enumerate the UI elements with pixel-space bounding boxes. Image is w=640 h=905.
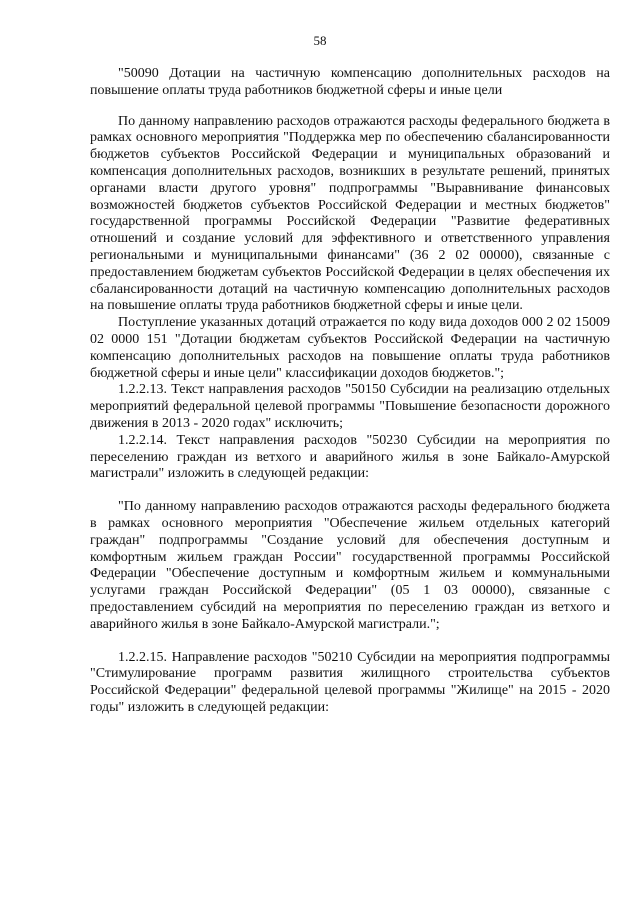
document-body xyxy=(90,66,610,717)
paragraph-50090-description: По данному направлению расходов отражаются расходы федерального бюджета в рамках основного мероприятия "Поддержка мер по обеспечению сбалансированности бюджетов субъектов Российской Федерации и муниципальных образований и компенсация дополнительных расходов, возникших в результате решений, принятых органами власти другого уровня" подпрограммы "Выравнивание финансовых возможностей бюджетов субъектов Российской Федерации и местных бюджетов" государственной программы Российской Федерации "Развитие федеративных отношений и создание условий для эффективного и ответственного управления региональными и муниципальными финансами" (36 2 02 00000), связанные с предоставлением бюджетам субъектов Российской Федерации в целях обеспечения их сбалансированности дотаций на частичную компенсацию дополнительных расходов на повышение оплаты труда работников бюджетной сферы и иные цели. xyxy=(90,113,610,314)
paragraph-heading-50090: "50090 Дотации на частичную компенсацию дополнительных расходов на повышение оплаты труда работников бюджетной сферы и иные цели xyxy=(90,66,610,98)
paragraph-1-2-2-15: 1.2.2.15. Направление расходов "50210 Субсидии на мероприятия подпрограммы "Стимулирование программ развития жилищного строительства субъектов Российской Федерации" федеральной целевой программы "Жилище" на 2015 - 2020 годы" изложить в следующей редакции: xyxy=(90,649,610,715)
paragraph-1-2-2-14: 1.2.2.14. Текст направления расходов "50230 Субсидии на мероприятия по переселению граждан из ветхого и аварийного жилья в зоне Байкало-Амурской магистрали" изложить в следующей редакции: xyxy=(90,432,610,482)
paragraph-1-2-2-13: 1.2.2.13. Текст направления расходов "50150 Субсидии на реализацию отдельных мероприятий федеральной целевой программы "Повышение безопасности дорожного движения в 2013 - 2020 годах" исключить; xyxy=(90,382,610,431)
page-number: 58 xyxy=(313,33,327,48)
paragraph-50230-description: "По данному направлению расходов отражаются расходы федерального бюджета в рамках основного мероприятия "Обеспечение жильем отдельных категорий граждан" подпрограммы "Создание условий для обеспечения доступным и комфортным жильем граждан России" государственной программы Российской Федерации "Обеспечение доступным и комфортным жильем и коммунальными услугами граждан Российской Федерации" (05 1 03 00000), связанные с предоставлением субсидий на мероприятия по переселению граждан из ветхого и аварийного жилья в зоне Байкало-Амурской магистрали."; xyxy=(90,499,610,632)
paragraph-income-code: Поступление указанных дотаций отражается по коду вида доходов 000 2 02 15009 02 0000 151 "Дотации бюджетам субъектов Российской Федерации на частичную компенсацию дополнительных расходов на повышение оплаты труда работников бюджетной сферы и иные цели" классификации доходов бюджетов."; xyxy=(90,315,610,381)
